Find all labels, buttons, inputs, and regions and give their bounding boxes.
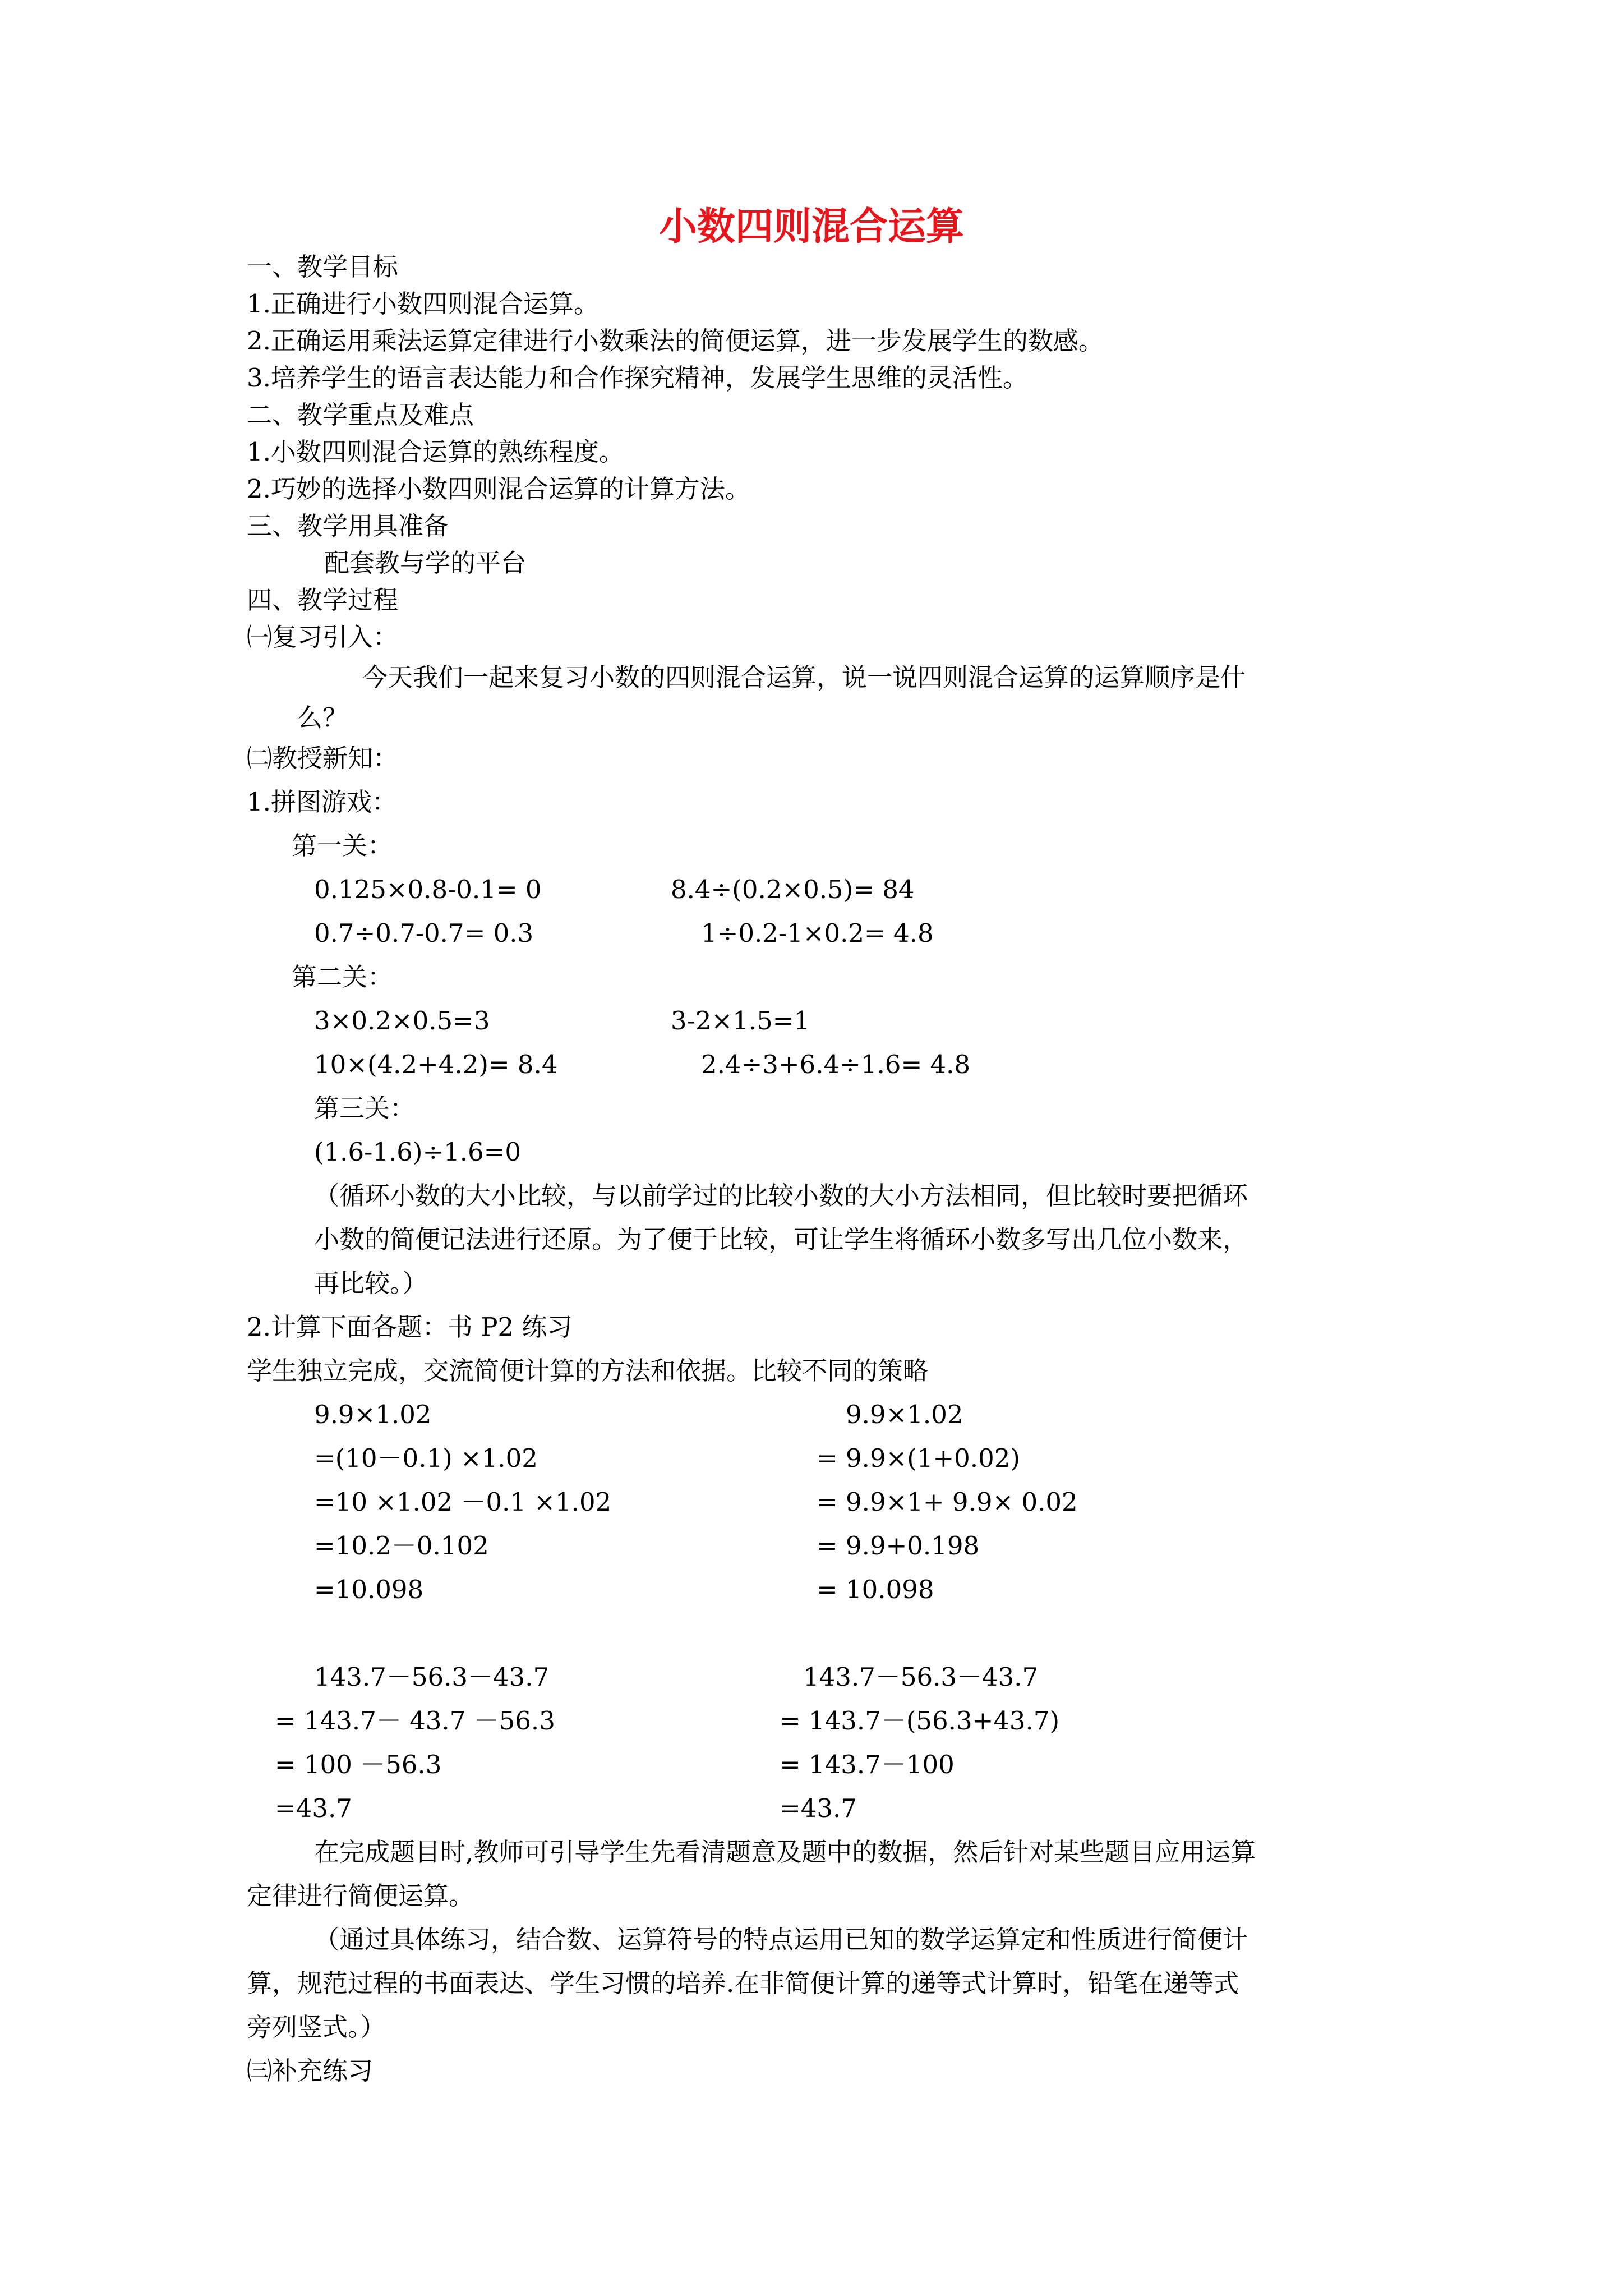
calc2-left-step: = 143.7－ 43.7 －56.3: [275, 1706, 555, 1736]
note-line-3: 再比较。）: [314, 1268, 428, 1298]
calc2-left-step: 143.7－56.3－43.7: [314, 1662, 550, 1692]
calc1-left-step: =(10－0.1) ×1.02: [314, 1443, 538, 1473]
level3-label: 第三关：: [314, 1093, 416, 1123]
calc1-right-step: = 10.098: [817, 1575, 934, 1604]
level1-expr: 1÷0.2-1×0.2= 4.8: [701, 918, 934, 948]
puzzle-heading: 1.拼图游戏：: [247, 787, 397, 817]
paragraph-line: 在完成题目时,教师可引导学生先看清题意及题中的数据，然后针对某些题目应用运算: [314, 1837, 1256, 1867]
note-line-1: （循环小数的大小比较，与以前学过的比较小数的大小方法相同，但比较时要把循环: [314, 1181, 1248, 1211]
goal-item-1: 1.正确进行小数四则混合运算。: [247, 289, 599, 319]
paragraph-line: 旁列竖式。）: [247, 2012, 386, 2042]
level2-label: 第二关：: [292, 962, 393, 992]
calc2-right-step: = 143.7－100: [780, 1750, 955, 1779]
calc2-left-step: = 100 －56.3: [275, 1750, 442, 1779]
level2-expr: 2.4÷3+6.4÷1.6= 4.8: [701, 1050, 971, 1079]
calc2-right-step: =43.7: [780, 1793, 857, 1823]
calc1-right-step: 9.9×1.02: [846, 1400, 963, 1429]
level2-expr: 10×(4.2+4.2)= 8.4: [314, 1050, 558, 1079]
key-point-item-2: 2.巧妙的选择小数四则混合运算的计算方法。: [247, 474, 750, 504]
calc1-right-step: = 9.9×(1+0.02): [817, 1443, 1020, 1473]
level2-expr: 3-2×1.5=1: [671, 1006, 810, 1036]
calc1-left-step: =10.098: [314, 1575, 424, 1604]
section-heading-materials: 三、教学用具准备: [247, 511, 449, 541]
calc1-right-step: = 9.9×1+ 9.9× 0.02: [817, 1487, 1078, 1517]
section-heading-goals: 一、教学目标: [247, 252, 399, 282]
review-text-line-2: 么？: [297, 703, 348, 733]
materials-item: 配套教与学的平台: [324, 548, 527, 578]
supplement-heading: ㈢补充练习: [247, 2056, 374, 2086]
level1-expr: 0.125×0.8-0.1= 0: [314, 875, 542, 904]
calc2-right-step: 143.7－56.3－43.7: [803, 1662, 1039, 1692]
calc2-left-step: =43.7: [275, 1793, 352, 1823]
calc-heading: 2.计算下面各题：书 P2 练习: [247, 1312, 573, 1342]
goal-item-2: 2.正确运用乘法运算定律进行小数乘法的简便运算，进一步发展学生的数感。: [247, 326, 1104, 356]
goal-item-3: 3.培养学生的语言表达能力和合作探究精神，发展学生思维的灵活性。: [247, 363, 1028, 393]
level1-label: 第一关：: [292, 831, 393, 861]
level1-expr: 8.4÷(0.2×0.5)= 84: [671, 875, 915, 904]
calc1-left-step: =10.2－0.102: [314, 1531, 489, 1561]
calc-intro: 学生独立完成，交流简便计算的方法和依据。比较不同的策略: [247, 1356, 929, 1386]
calc1-left-step: 9.9×1.02: [314, 1400, 432, 1429]
note-line-2: 小数的简便记法进行还原。为了便于比较，可让学生将循环小数多写出几位小数来，: [314, 1225, 1248, 1254]
paragraph-line: 定律进行简便运算。: [247, 1881, 474, 1911]
review-text-line-1: 今天我们一起来复习小数的四则混合运算，说一说四则混合运算的运算顺序是什: [362, 662, 1246, 692]
level1-expr: 0.7÷0.7-0.7= 0.3: [314, 918, 534, 948]
calc1-right-step: = 9.9+0.198: [817, 1531, 980, 1561]
calc2-right-step: = 143.7－(56.3+43.7): [780, 1706, 1060, 1736]
review-heading: ㈠复习引入：: [247, 622, 399, 652]
calc1-left-step: =10 ×1.02 －0.1 ×1.02: [314, 1487, 612, 1517]
section-heading-key-points: 二、教学重点及难点: [247, 400, 474, 430]
level3-expr: (1.6-1.6)÷1.6=0: [314, 1137, 522, 1167]
paragraph-line: （通过具体练习，结合数、运算符号的特点运用已知的数学运算定和性质进行简便计: [314, 1925, 1248, 1954]
level2-expr: 3×0.2×0.5=3: [314, 1006, 490, 1036]
paragraph-line: 算，规范过程的书面表达、学生习惯的培养.在非简便计算的递等式计算时，铅笔在递等式: [247, 1968, 1239, 1998]
section-heading-process: 四、教学过程: [247, 585, 399, 615]
new-knowledge-heading: ㈡教授新知：: [247, 743, 399, 773]
document-title: 小数四则混合运算: [658, 205, 964, 249]
key-point-item-1: 1.小数四则混合运算的熟练程度。: [247, 437, 624, 467]
